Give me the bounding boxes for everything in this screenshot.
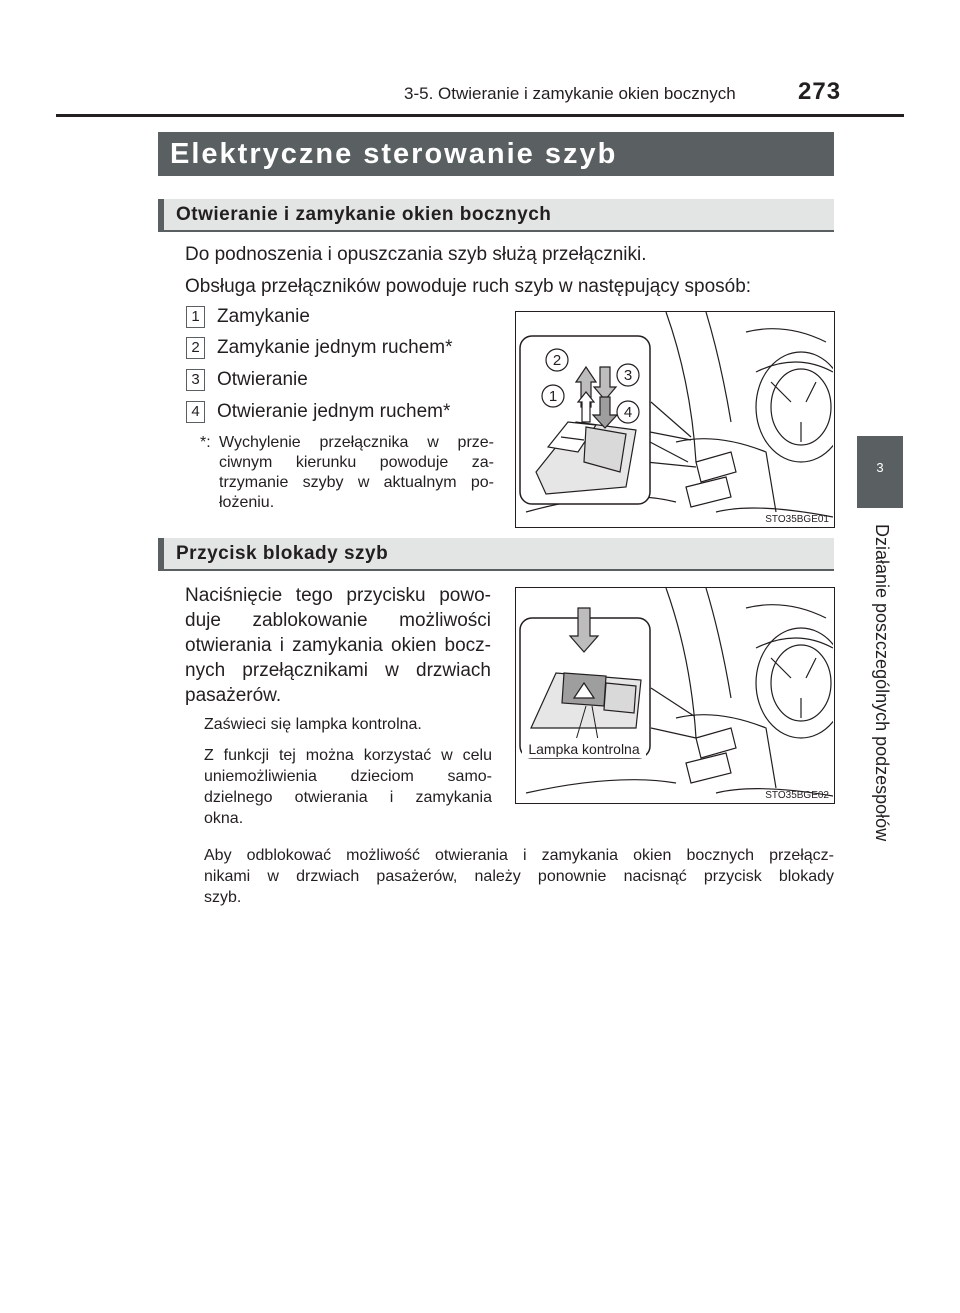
page-title: Elektryczne sterowanie szyb: [158, 132, 834, 176]
window-switch-illustration: [516, 312, 833, 526]
callout-1: 1: [548, 388, 558, 405]
section-heading-label: Przycisk blokady szyb: [176, 543, 389, 564]
section-heading-label: Otwieranie i zamykanie okien bocznych: [176, 204, 552, 225]
chapter-number: 3: [876, 460, 884, 475]
item-number: 2: [186, 337, 205, 359]
unlock-note: [204, 845, 834, 908]
item-number: 4: [186, 401, 205, 423]
heading-accent: [158, 538, 164, 569]
list-item: [186, 337, 452, 359]
running-header-section: 3-5. Otwieranie i zamykanie okien bocznych: [404, 84, 736, 103]
note-line: szyb.: [204, 889, 242, 906]
footnote-mark: *:: [200, 434, 211, 451]
heading-accent: [158, 199, 164, 230]
footnote: [219, 433, 494, 513]
use-note: [204, 745, 492, 829]
callout-4: 4: [623, 404, 633, 421]
body-line: pasażerów.: [185, 685, 282, 706]
item-label: Zamykanie jednym ruchem*: [217, 337, 453, 359]
note-line: Z funkcji tej można korzystać w celu: [204, 747, 492, 764]
note-line: uniemożliwienia dzieciom samo-: [204, 768, 492, 785]
callout-2: 2: [552, 352, 562, 369]
figure-code: STO35BGE01: [765, 514, 829, 525]
section-heading-open-close: [158, 199, 834, 232]
figure-code: STO35BGE02: [765, 790, 829, 801]
header-rule: [56, 114, 904, 117]
intro-text-1: Do podnoszenia i opuszczania szyb służą przełączniki.: [185, 244, 647, 265]
note-line: dzielnego otwierania i zamykania: [204, 789, 492, 806]
footnote-line: trzymanie szyby w aktualnym po-: [219, 474, 494, 491]
item-label: Zamykanie: [217, 306, 310, 328]
note-line: okna.: [204, 810, 244, 827]
lock-button-figure: [515, 587, 835, 804]
body-line: duje zablokowanie możliwości: [185, 610, 491, 631]
item-label: Otwieranie jednym ruchem*: [217, 401, 451, 423]
body-line: nych przełącznikami w drzwiach: [185, 660, 491, 681]
lamp-note: Zaświeci się lampka kontrolna.: [204, 716, 422, 733]
note-line: Aby odblokować możliwość otwierania i zamykania okien bocznych przełącz-: [204, 847, 834, 864]
section-heading-lock: [158, 538, 834, 571]
body-line: Naciśnięcie tego przycisku powo-: [185, 585, 491, 606]
window-switch-figure: [515, 311, 835, 528]
footnote-line: ciwnym kierunku powoduje za-: [219, 454, 494, 471]
list-item: [186, 306, 310, 328]
lock-button-illustration: [516, 588, 833, 802]
item-number: 1: [186, 306, 205, 328]
item-label: Otwieranie: [217, 369, 308, 391]
lock-description: [185, 583, 491, 708]
list-item: [186, 369, 308, 391]
callout-3: 3: [623, 367, 633, 384]
footnote-line: Wychylenie przełącznika w prze-: [219, 434, 494, 451]
body-line: otwierania i zamykania okien bocz-: [185, 635, 491, 656]
intro-text-2: Obsługa przełączników powoduje ruch szyb w następujący sposób:: [185, 276, 752, 297]
footnote-line: łożeniu.: [219, 494, 275, 511]
note-line: nikami w drzwiach pasażerów, należy ponownie nacisnąć przycisk blokady: [204, 868, 834, 885]
lamp-label: Lampka kontrolna: [528, 741, 640, 757]
list-item: [186, 401, 450, 423]
item-number: 3: [186, 369, 205, 391]
page-number: 273: [798, 78, 842, 105]
chapter-title: Działanie poszczególnych podzespołów: [872, 524, 892, 842]
